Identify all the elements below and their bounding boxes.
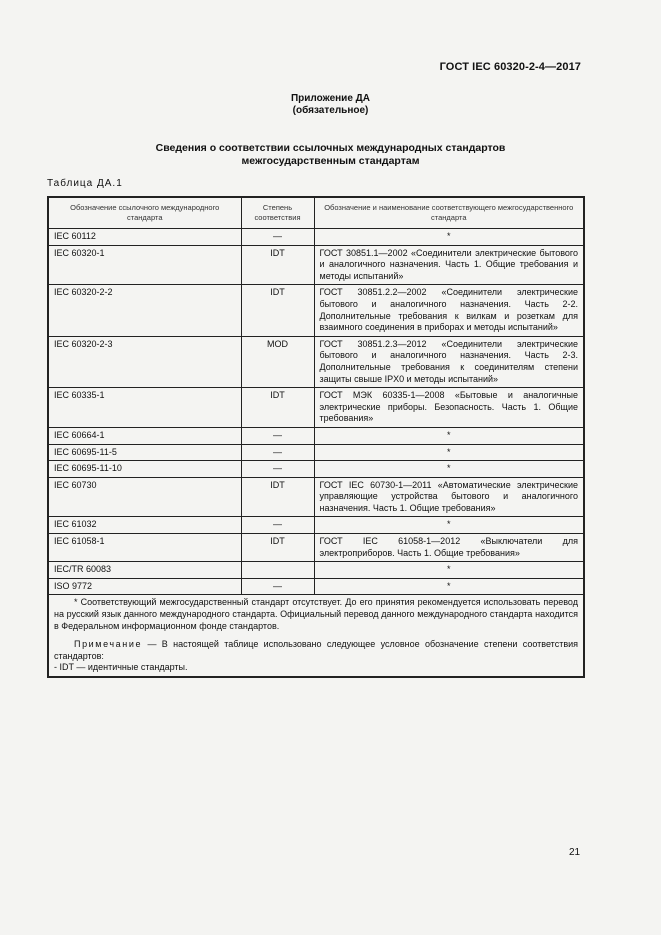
page-number: 21 (569, 847, 581, 858)
table-row (48, 388, 584, 428)
degree-cell: IDT (241, 477, 314, 517)
degree-cell: — (241, 461, 314, 478)
annex-status: (обязательное) (292, 105, 369, 116)
table-row (48, 578, 584, 595)
table-row (48, 534, 584, 562)
table-row (48, 562, 584, 579)
degree-cell: IDT (241, 245, 314, 285)
degree-cell: — (241, 427, 314, 444)
degree-cell: IDT (241, 388, 314, 428)
note-label: Примечание (74, 638, 143, 649)
intl-standard-cell: IEC 60320-1 (48, 245, 241, 285)
table-header-row (48, 197, 584, 229)
national-standard-cell: * (314, 229, 584, 246)
column-header-intl: Обозначение ссылочного международного стандарта (48, 197, 241, 229)
national-standard-cell: * (314, 427, 584, 444)
table-row (48, 336, 584, 387)
intl-standard-cell: IEC/TR 60083 (48, 562, 241, 579)
footnote-text: * Соответствующий межгосударственный стандарт отсутствует. До его принятия рекомендуется использовать перевод на русский язык данного международного стандарта. Официальный перевод данного международного стандарта находится в Федеральном информационном фонде стандартов. (54, 597, 578, 632)
degree-cell: — (241, 517, 314, 534)
national-standard-cell: ГОСТ IEC 61058-1—2012 «Выключатели для электроприборов. Часть 1. Общие требования» (314, 534, 584, 562)
table-footnote (48, 595, 584, 677)
national-standard-cell: * (314, 562, 584, 579)
national-standard-cell: ГОСТ IEC 60730-1—2011 «Автоматические электрические управляющие устройства бытового и аналогичного назначения. Часть 1. Общие требования» (314, 477, 584, 517)
national-standard-cell: * (314, 517, 584, 534)
national-standard-cell: ГОСТ 30851.2.3—2012 «Соединители электрические бытового и аналогичного назначения. Часть 2-3. Дополнительные требования к соединителям степени защиты свыше IPX0 и методы испытаний» (314, 336, 584, 387)
degree-cell: IDT (241, 285, 314, 336)
note-text: — В настоящей таблице использовано следующее условное обозначение степени соответствия стандартов: (54, 638, 578, 661)
table-row (48, 427, 584, 444)
national-standard-cell: ГОСТ 30851.1—2002 «Соединители электрические бытового и аналогичного назначения. Часть 1. Общие требования и методы испытаний» (314, 245, 584, 285)
section-heading-line1: Сведения о соответствии ссылочных международных стандартов (155, 142, 506, 154)
column-header-degree: Степень соответствия (241, 197, 314, 229)
section-heading-line2: межгосударственным стандартам (241, 155, 420, 167)
table-row (48, 245, 584, 285)
degree-cell: — (241, 578, 314, 595)
intl-standard-cell: IEC 60112 (48, 229, 241, 246)
intl-standard-cell: IEC 60695-11-10 (48, 461, 241, 478)
national-standard-cell: ГОСТ 30851.2.2—2002 «Соединители электрические бытового и аналогичного назначения. Часть 2-2. Дополнительные требования к вилкам и розеткам для взаимного соединения в приборах и методы испытаний» (314, 285, 584, 336)
intl-standard-cell: ISO 9772 (48, 578, 241, 595)
intl-standard-cell: IEC 61032 (48, 517, 241, 534)
note-paragraph (54, 639, 578, 663)
degree-cell (241, 562, 314, 579)
intl-standard-cell: IEC 61058-1 (48, 534, 241, 562)
national-standard-cell: ГОСТ МЭК 60335-1—2008 «Бытовые и аналогичные электрические приборы. Безопасность. Часть 1. Общие требования» (314, 388, 584, 428)
national-standard-cell: * (314, 444, 584, 461)
degree-cell: — (241, 229, 314, 246)
table-row (48, 285, 584, 336)
table-row (48, 461, 584, 478)
intl-standard-cell: IEC 60320-2-3 (48, 336, 241, 387)
national-standard-cell: * (314, 578, 584, 595)
table-row (48, 477, 584, 517)
table-body (48, 229, 584, 595)
degree-cell: MOD (241, 336, 314, 387)
intl-standard-cell: IEC 60320-2-2 (48, 285, 241, 336)
column-header-national: Обозначение и наименование соответствующего межгосударственного стандарта (314, 197, 584, 229)
table-row (48, 229, 584, 246)
annex-title: Приложение ДА (290, 93, 371, 104)
table-row (48, 444, 584, 461)
document-code: ГОСТ IEC 60320-2-4—2017 (439, 61, 581, 73)
intl-standard-cell: IEC 60695-11-5 (48, 444, 241, 461)
table-row (48, 517, 584, 534)
intl-standard-cell: IEC 60664-1 (48, 427, 241, 444)
intl-standard-cell: IEC 60335-1 (48, 388, 241, 428)
intl-standard-cell: IEC 60730 (48, 477, 241, 517)
degree-cell: — (241, 444, 314, 461)
note-item: - IDT — идентичные стандарты. (54, 662, 188, 673)
national-standard-cell: * (314, 461, 584, 478)
table-caption: Таблица ДА.1 (47, 178, 123, 189)
degree-cell: IDT (241, 534, 314, 562)
correspondence-table (47, 196, 585, 678)
table-footnote-row (48, 595, 584, 677)
